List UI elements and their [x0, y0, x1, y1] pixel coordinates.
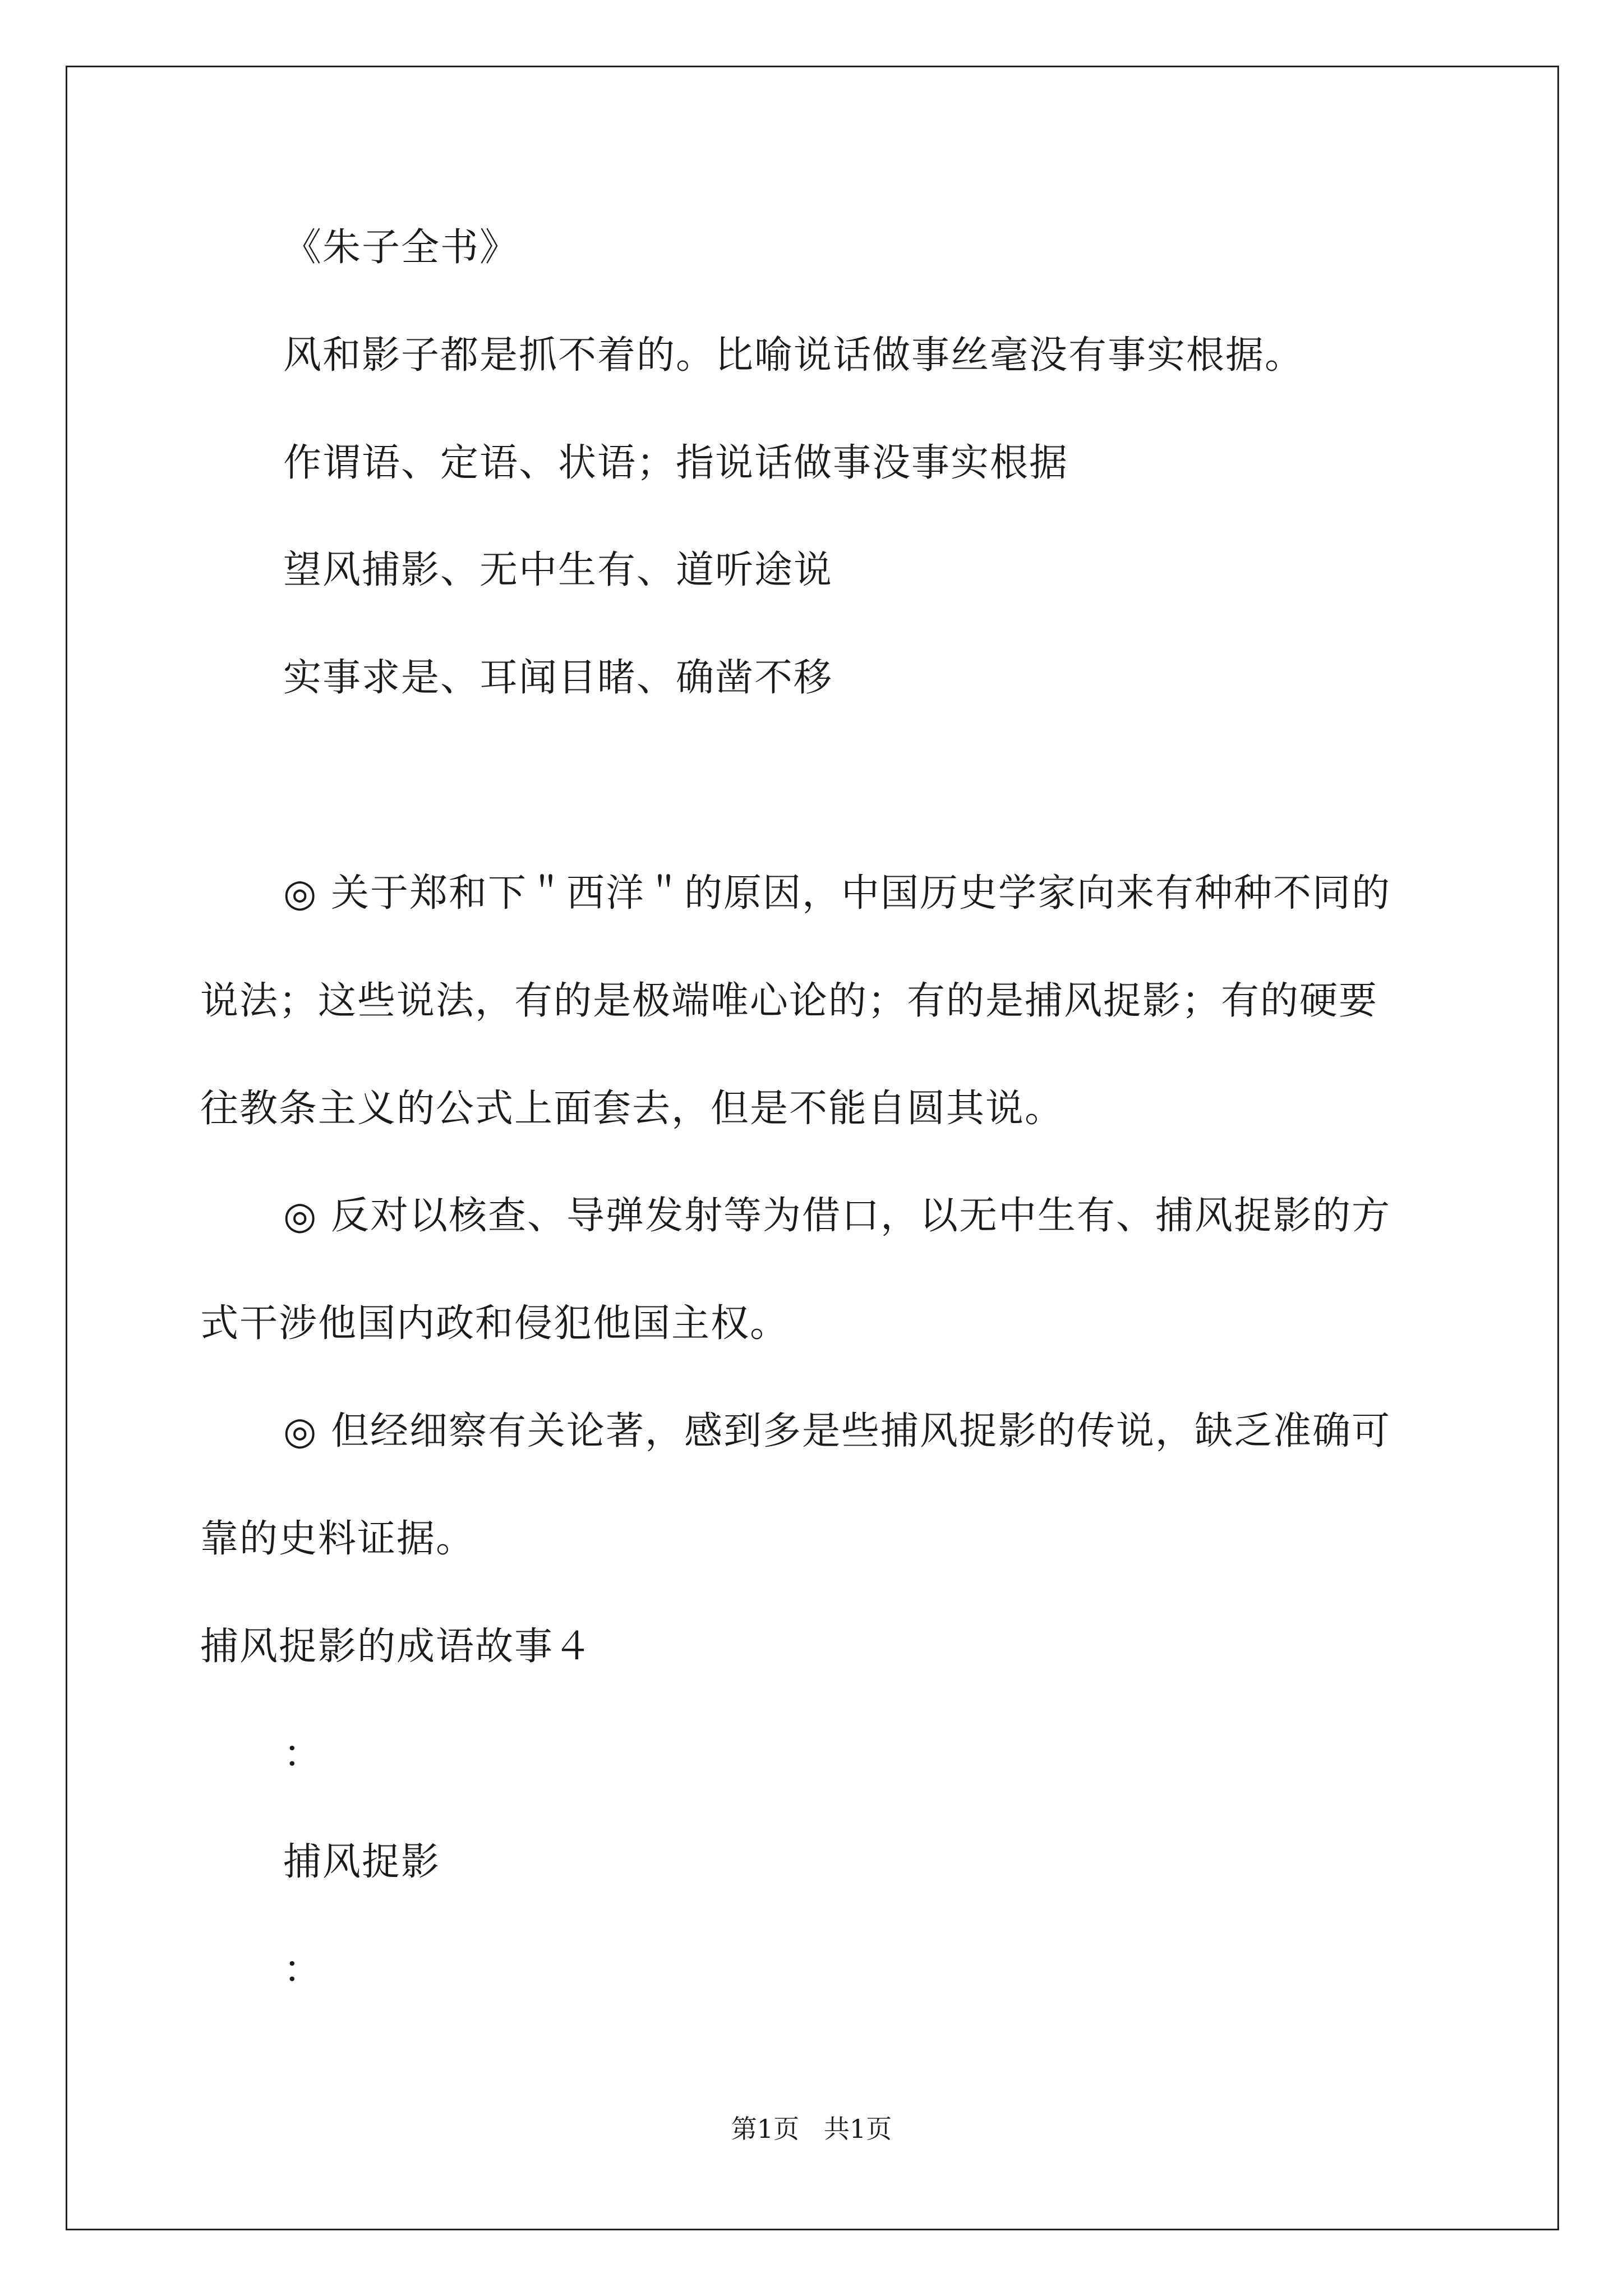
colon-line-2: ： [283, 1948, 323, 1992]
synonyms-line: 望风捕影、无中生有、道听途说 [283, 548, 833, 592]
usage-line: 作谓语、定语、状语；指说话做事没事实根据 [283, 441, 1069, 485]
colon-line-1: ： [283, 1732, 323, 1777]
example-1-line-2: 说法；这些说法，有的是极端唯心论的；有的是捕风捉影；有的硬要 [200, 979, 1378, 1023]
page-border [66, 66, 1559, 2230]
example-2-line-2: 式干涉他国内政和侵犯他国主权。 [200, 1301, 790, 1346]
definition-line: 风和影子都是抓不着的。比喻说话做事丝毫没有事实根据。 [283, 333, 1304, 378]
example-2-line-1: ◎ 反对以核查、导弹发射等为借口，以无中生有、捕风捉影的方 [283, 1194, 1391, 1238]
antonyms-line: 实事求是、耳闻目睹、确凿不移 [283, 656, 833, 700]
example-3-line-1: ◎ 但经细察有关论著，感到多是些捕风捉影的传说，缺乏准确可 [283, 1409, 1391, 1453]
example-1-line-1: ◎ 关于郑和下＂西洋＂的原因，中国历史学家向来有种种不同的 [283, 871, 1391, 915]
source-title: 《朱子全书》 [283, 226, 519, 270]
example-1-line-3: 往教条主义的公式上面套去，但是不能自圆其说。 [200, 1087, 1064, 1131]
example-3-line-2: 靠的史料证据。 [200, 1517, 476, 1561]
idiom-line: 捕风捉影 [283, 1840, 441, 1884]
section-heading: 捕风捉影的成语故事４ [200, 1625, 593, 1669]
page-number-footer: 第1页 共1页 [731, 2114, 892, 2144]
